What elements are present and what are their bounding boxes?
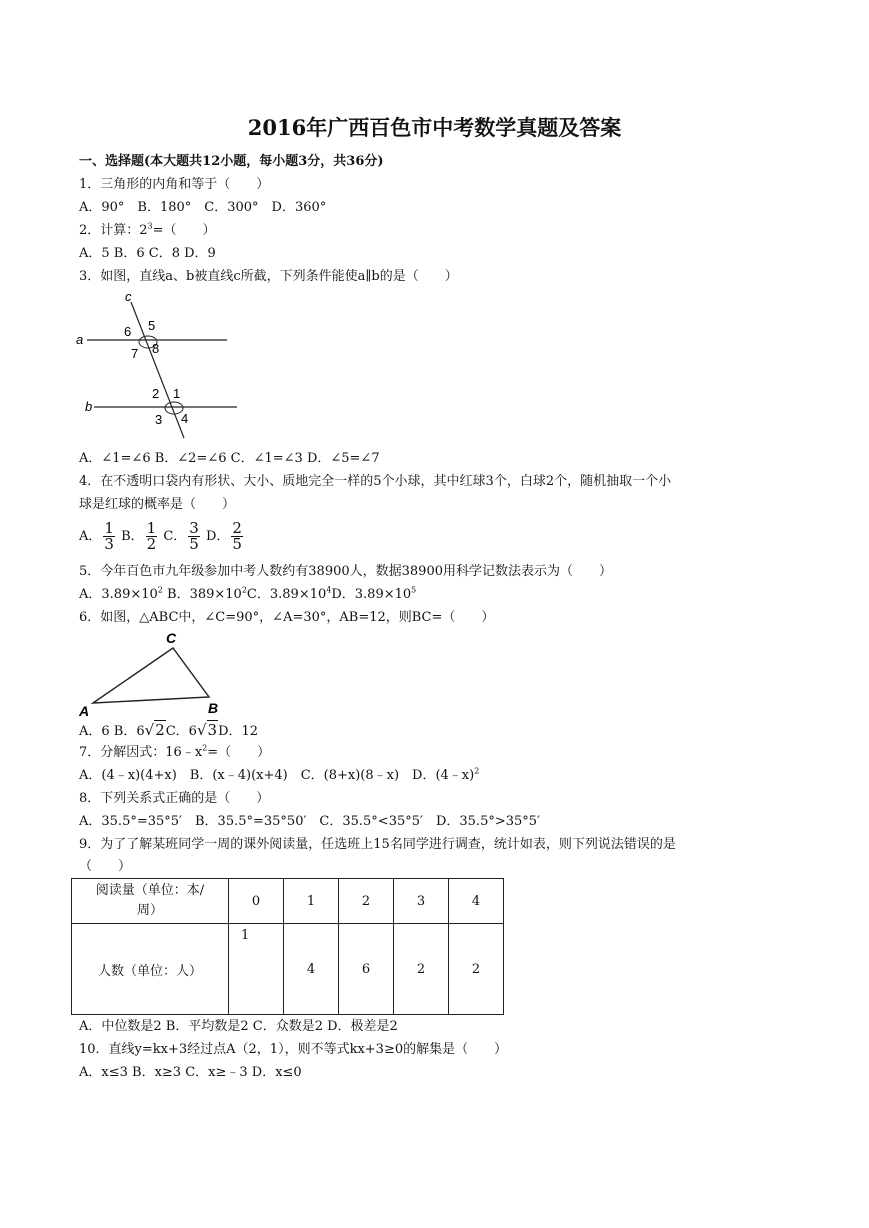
fraction-a-numerator: 1	[104, 519, 114, 537]
fraction-d-denominator: 5	[232, 535, 242, 553]
question-4-stem-line2: 球是红球的概率是（ ）	[79, 497, 236, 512]
vertex-label-b: B	[208, 700, 219, 716]
option-c-exponent: 4	[326, 585, 332, 595]
option-c-label: C．	[163, 529, 187, 544]
question-4-stem-line1: 4．在不透明口袋内有形状、大小、质地完全一样的5个小球，其中红球3个，白球2个，随机抽取一个小	[79, 474, 672, 489]
table-header-row	[72, 879, 504, 924]
value-cell-4: 2	[449, 924, 504, 1015]
option-d-text: D．12	[218, 724, 259, 739]
value-cell-3: 2	[394, 924, 449, 1015]
option-a-text: A．3.89×10	[79, 587, 158, 602]
sqrt-2: √2	[144, 721, 165, 739]
triangle-figure	[74, 628, 234, 720]
value-cell-2: 6	[339, 924, 394, 1015]
value-cell-1: 4	[284, 924, 339, 1015]
option-a-label: A．	[79, 529, 102, 544]
question-7-options	[79, 767, 479, 785]
header-label-cell	[72, 879, 229, 924]
angle-label-8: 8	[152, 341, 160, 356]
question-3-options: A．∠1=∠6 B．∠2=∠6 C．∠1=∠3 D．∠5=∠7	[79, 451, 380, 466]
fraction-option-d	[231, 521, 243, 552]
label-c: c	[125, 290, 132, 304]
option-b-label: B．	[121, 529, 144, 544]
question-10-stem: 10．直线y=kx+3经过点A（2，1），则不等式kx+3≥0的解集是（ ）	[79, 1042, 508, 1057]
option-d-exponent: 5	[411, 585, 417, 595]
question-2-exponent: 3	[147, 221, 153, 231]
question-9-stem-line1: 9．为了了解某班同学一周的课外阅读量，任选班上15名同学进行调查，统计如表，则下列说法错误的是	[79, 837, 676, 852]
sqrt-3: √3	[196, 721, 218, 739]
value-cell-0: 1	[229, 924, 284, 1015]
question-6-stem: 6．如图，△ABC中，∠C=90°，∠A=30°，AB=12，则BC=（ ）	[79, 610, 495, 625]
column-header-3: 3	[394, 879, 449, 924]
section-heading: 一、选择题(本大题共12小题，每小题3分，共36分)	[79, 154, 384, 169]
fraction-option-b	[146, 521, 158, 552]
option-b-exponent: 2	[241, 585, 247, 595]
angle-label-3: 3	[155, 412, 163, 427]
header-label-line2: 周）	[136, 903, 163, 918]
header-label-line1: 阅读量（单位：本/	[95, 883, 205, 898]
question-4-options	[79, 519, 245, 555]
option-b-text: B．389×10	[167, 587, 242, 602]
triangle-abc	[93, 648, 209, 703]
angle-label-4: 4	[181, 411, 189, 426]
fraction-b-denominator: 2	[146, 535, 157, 553]
question-2-options: A．5 B．6 C．8 D．9	[79, 246, 216, 261]
angle-label-2: 2	[152, 386, 160, 401]
angle-label-7: 7	[131, 346, 139, 361]
fraction-option-c	[188, 521, 200, 552]
fraction-c-denominator: 5	[189, 535, 199, 553]
question-9-stem-line2: （ ）	[79, 859, 132, 874]
option-d-label: D．	[205, 529, 230, 544]
option-d-text: D．3.89×10	[331, 587, 412, 602]
column-header-1: 1	[284, 879, 339, 924]
angle-label-5: 5	[148, 318, 156, 333]
column-header-2: 2	[339, 879, 394, 924]
column-header-0: 0	[229, 879, 284, 924]
question-2-stem	[79, 222, 216, 240]
option-c-text: C．3.89×10	[246, 587, 327, 602]
question-1-stem: 1．三角形的内角和等于（ ）	[79, 177, 270, 192]
question-2-stem-base: 2．计算：2	[79, 223, 148, 238]
question-7-stem-base: 7．分解因式：16﹣x	[79, 745, 203, 760]
document-title: 2016年广西百色市中考数学真题及答案	[247, 115, 622, 140]
label-a: a	[76, 332, 84, 347]
question-9-options: A．中位数是2 B．平均数是2 C．众数是2 D．极差是2	[79, 1019, 398, 1034]
option-a-exponent: 2	[157, 585, 163, 595]
question-7-options-exponent: 2	[474, 766, 480, 776]
option-c-text: C．6	[165, 724, 197, 739]
fraction-option-a	[103, 521, 115, 552]
question-3-stem: 3．如图，直线a、b被直线c所截，下列条件能使a∥b的是（ ）	[79, 269, 458, 284]
question-5-stem: 5．今年百色市九年级参加中考人数约有38900人，数据38900用科学记数法表示为（ ）	[79, 564, 612, 579]
fraction-b-numerator: 1	[146, 519, 157, 537]
option-ab-text: A．6 B．6	[79, 724, 145, 739]
column-header-4: 4	[449, 879, 504, 924]
fraction-c-numerator: 3	[189, 519, 199, 537]
question-6-options	[79, 721, 258, 741]
angle-label-1: 1	[173, 386, 181, 401]
question-8-options: A．35.5°=35°5′ B．35.5°=35°50′ C．35.5°<35°5′ D．35.5°>35°5′	[79, 814, 540, 829]
radicand-3: 3	[207, 721, 218, 739]
question-2-stem-tail: =（ ）	[152, 223, 216, 238]
question-7-stem-tail: =（ ）	[207, 745, 271, 760]
fraction-d-numerator: 2	[232, 519, 242, 537]
question-8-stem: 8．下列关系式正确的是（ ）	[79, 791, 270, 806]
question-5-options	[79, 586, 416, 604]
reading-survey-table	[71, 878, 504, 1015]
question-10-options: A．x≤3 B．x≥3 C．x≥﹣3 D．x≤0	[79, 1065, 302, 1080]
question-7-options-text: A．(4﹣x)(4+x) B．(x﹣4)(x+4) C．(8+x)(8﹣x) D．(4﹣x)	[79, 768, 475, 783]
question-7-stem	[79, 744, 270, 762]
row-label-cell: 人数（单位：人）	[72, 924, 229, 1015]
fraction-a-denominator: 3	[104, 535, 114, 553]
vertex-label-a: A	[79, 703, 90, 719]
question-7-exponent: 2	[202, 743, 208, 753]
parallel-lines-figure	[72, 290, 242, 440]
vertex-label-c: C	[166, 630, 177, 646]
question-1-options: A．90° B．180° C．300° D．360°	[79, 200, 327, 215]
label-b: b	[85, 399, 93, 414]
angle-label-6: 6	[124, 324, 132, 339]
radicand-2: 2	[155, 721, 165, 739]
table-data-row	[72, 924, 504, 1015]
